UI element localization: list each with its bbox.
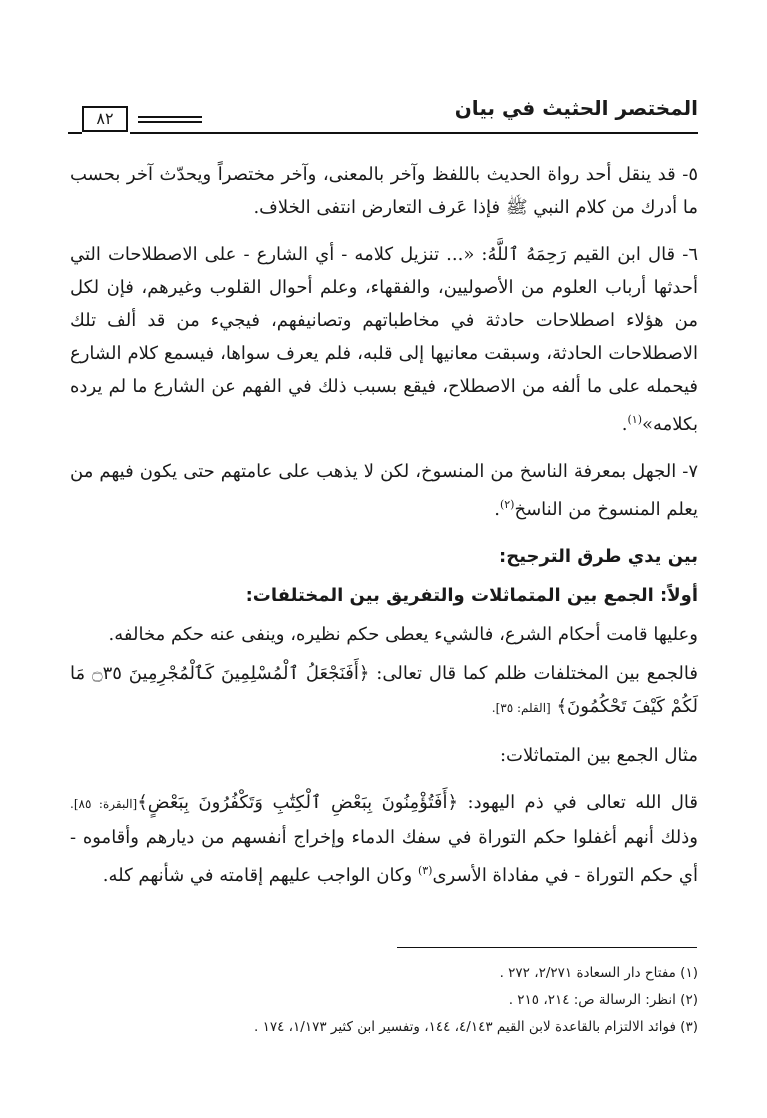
paragraph-9-text: فالجمع بين المختلفات ظلم كما قال تعالى: bbox=[376, 663, 698, 684]
footnotes bbox=[70, 960, 698, 1041]
header-rule-left bbox=[68, 132, 82, 134]
footnote-1: (١) مفتاح دار السعادة ٢/٢٧١، ٢٧٢ . bbox=[499, 965, 698, 981]
footnote-3: (٣) فوائد الالتزام بالقاعدة لابن القيم ٤/١٤٣، ١٤٤، وتفسير ابن كثير ١/١٧٣، ١٧٤ . bbox=[254, 1019, 698, 1035]
verse-citation: [البقرة: ٨٥]. bbox=[70, 797, 138, 811]
header-rule bbox=[130, 132, 698, 134]
paragraph-9 bbox=[70, 657, 698, 725]
paragraph-11-end: وكان الواجب عليهم إقامته في شأنهم كله. bbox=[102, 865, 413, 886]
paragraph-10: مثال الجمع بين المتماثلات: bbox=[499, 745, 698, 766]
paragraph-7-text: ٧- الجهل بمعرفة الناسخ من المنسوخ، لكن لا يذهب على عامتهم حتى يكون فيهم من يعلم المنسوخ من الناسخ bbox=[70, 461, 698, 520]
paragraph-5: ٥- قد ينقل أحد رواة الحديث باللفظ وآخر بالمعنى، وآخر مختصراً ويحدّث آخر بحسب ما أدرك من كلام النبي ﷺ فإذا عَرف التعارض انتفى الخلاف. bbox=[70, 164, 698, 218]
footnote-ref: (٢) bbox=[499, 498, 515, 511]
footnote-2: (٢) انظر: الرسالة ص: ٢١٤، ٢١٥ . bbox=[508, 992, 698, 1008]
quran-verse: ﴿أَفَتُؤْمِنُونَ بِبَعْضِ ٱلْكِتَٰبِ وَتَكْفُرُونَ بِبَعْضٍ﴾ bbox=[137, 792, 459, 813]
paragraph-11-body: وذلك أنهم أغفلوا حكم التوراة في سفك الدماء وإخراج أنفسهم من ديارهم وأقاموه - أي حكم التوراة - في مفاداة الأسرى bbox=[70, 827, 698, 886]
section-heading: بين يدي طرق الترجيح: bbox=[499, 546, 698, 567]
paragraph-7: ٧- الجهل بمعرفة الناسخ من المنسوخ، لكن لا يذهب على عامتهم حتى يكون فيهم من يعلم المنسوخ من الناسخ$^{(٢)}$. bbox=[70, 461, 698, 520]
paragraph-11 bbox=[70, 786, 698, 892]
footnote-separator bbox=[397, 947, 697, 948]
header-ornament-rule bbox=[138, 121, 202, 123]
paragraph-6-text: ٦- قال ابن القيم رَحِمَهُ ٱللَّهُ: «... تنزيل كلامه - أي الشارع - على الاصطلاحات التي أحدثها أرباب العلوم من الأصوليين، والفقهاء، وعلم أحوال القلوب وغيرهم، فإن لكل من هؤلاء اصطلاحات حادثة في مخاطباتهم وتصانيفهم، فيجيء من قد ألف تلك الاصطلاحات الحادثة، وسبقت معانيها إلى قلبه، فلم يعرف سواها، فيسمع كلام الشارع فيحمله على ما ألفه من الاصطلاح، فيقع بسبب ذلك في الفهم عن الشارع ما لم يرده بكلامه» bbox=[70, 244, 698, 435]
footnote-ref: (١) bbox=[627, 413, 642, 426]
running-header bbox=[68, 92, 698, 132]
paragraph-11-text: قال الله تعالى في ذم اليهود: bbox=[467, 792, 698, 813]
page-number: ٨٢ bbox=[82, 106, 128, 132]
footnote-ref: (٣) bbox=[417, 864, 433, 877]
paragraph-8: وعليها قامت أحكام الشرع، فالشيء يعطى حكم نظيره، وينفى عنه حكم مخالفه. bbox=[108, 624, 698, 645]
header-ornament-rule bbox=[138, 116, 202, 118]
body-text bbox=[70, 158, 698, 892]
header-title: المختصر الحثيث في بيان bbox=[454, 96, 698, 120]
quran-verse: ﴿أَفَنَجْعَلُ ٱلْمُسْلِمِينَ كَٱلْمُجْرِمِينَ ۝٣٥ مَا لَكُمْ كَيْفَ تَحْكُمُونَ﴾ bbox=[70, 663, 698, 717]
verse-citation: [القلم: ٣٥]. bbox=[491, 701, 551, 715]
paragraph-6: ٦- قال ابن القيم رَحِمَهُ ٱللَّهُ: «... تنزيل كلامه - أي الشارع - على الاصطلاحات التي أحدثها أرباب العلوم من الأصوليين، والفقهاء، وعلم أحوال القلوب وغيرهم، فإن لكل من هؤلاء اصطلاحات حادثة في مخاطباتهم وتصانيفهم، فيجيء من قد ألف تلك الاصطلاحات الحادثة، وسبقت معانيها إلى قلبه، فلم يعرف سواها، فيسمع كلام الشارع فيحمله على ما ألفه من الاصطلاح، فيقع بسبب ذلك في الفهم عن الشارع ما لم يرده بكلامه»$^{(١)}$. bbox=[70, 244, 698, 435]
subsection-heading: أولاً: الجمع بين المتماثلات والتفريق بين المختلفات: bbox=[245, 585, 698, 606]
